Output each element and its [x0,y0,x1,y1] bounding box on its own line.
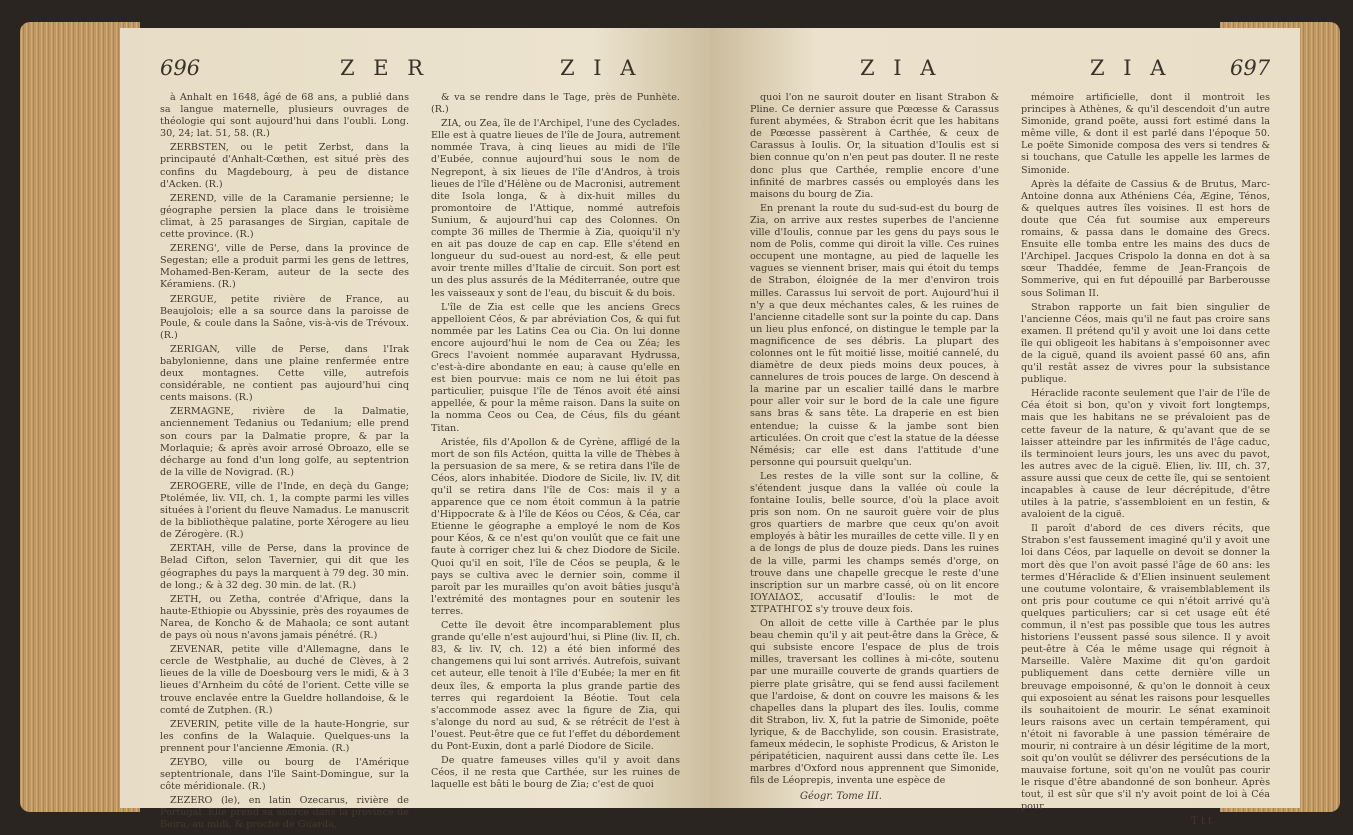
right-column-2 [1021,92,1270,814]
paragraph: ZEROGERE, ville de l'Inde, en deçà du Gange; Ptolémée, liv. VII, ch. 1, la compte parmi les villes situées à l'orient du fleuve Namadus. Le manuscrit de la bibliothèque palatine, porte Xérogere au lieu de Zérogère. (R.) [160,480,409,541]
paragraph: ZERIGAN, ville de Perse, dans l'Irak babylonienne, dans une plaine renfermée entre deux montagnes. Cette ville, autrefois considérable, ne contient pas aujourd'hui cinq cents maisons. (R.) [160,343,409,404]
paragraph: Après la défaite de Cassius & de Brutus, Marc-Antoine donna aux Athéniens Céa, Ægine, Ténos, & quelques autres îles voisines. Il est hors de doute que Céa fut soumise aux empereurs romains, & passa dans le domaine des Grecs. Ensuite elle tomba entre les mains des ducs de l'Archipel. Jacques Crispolo la donna en dot à sa sœur Thaddée, femme de Jean-François de Sommerive, qui en fut dépouillé par Barberousse sous Soliman II. [1021,178,1270,299]
paragraph: ZERGUE, petite rivière de France, au Beaujolois; elle a sa source dans la paroisse de Poule, & coule dans la Saône, vis-à-vis de Trévoux. (R.) [160,293,409,341]
paragraph: & va se rendre dans le Tage, près de Punhète. (R.) [431,92,680,116]
paragraph: Il paroît d'abord de ces divers récits, que Strabon s'est faussement imaginé qu'il y avoit une loi dans Céos, par laquelle on devoit se donner la mort dès que l'on avoit passé l'âge de 60 ans: les termes d'Héraclide & d'Elien insinuent seulement une coutume volontaire, & vraisemblablement ils ont pris pour coutume ce qui n'étoit arrivé qu'à quelques particuliers; car si cet usage eût été commun, il n'est pas possible que tous les autres historiens l'eussent passé sous silence. Il y avoit peut-être à Céa le même usage qui régnoit à Marseille. Valère Maxime dit qu'on gardoit publiquement dans cette dernière ville un breuvage empoisonné, & qu'on le donnoit à ceux qui exposoient au sénat les raisons pour lesquelles ils souhaitoient de mourir. Le sénat examinoit leurs raisons avec un certain tempérament, qui n'étoit ni favorable à une passion téméraire de mourir, ni contraire à un désir légitime de la mort, soit qu'on voulût se délivrer des persécutions de la mauvaise fortune, soit qu'on ne voulût pas courir le risque d'être abandonné de son bonheur. Après tout, il est sûr que s'il n'y avoit point de loi à Céa pour [1021,523,1270,813]
paragraph: quoi l'on ne sauroit douter en lisant Strabon & Pline. Ce dernier assure que Pœœsse & Carassus furent abymées, & Strabon écrit que les habitans de Pœœsse passèrent à Carthée, & ceux de Carassus à Ioulis. Or, la situation d'Ioulis est si bien connue qu'on n'en peut pas douter. Il ne reste donc plus que Carthée, remplie encore d'une infinité de marbres cassés ou employés dans les maisons du bourg de Zia. [750,92,999,200]
left-header-word: Z E R [340,56,430,80]
open-book [20,10,1340,830]
left-header-word-right: Z I A [560,56,642,80]
paragraph: ZEVERIN, petite ville de la haute-Hongrie, sur les confins de la Walaquie. Quelques-uns la prennent pour l'ancienne Æmonia. (R.) [160,718,409,754]
paragraph: Strabon rapporte un fait bien singulier de l'ancienne Céos, mais qu'il ne faut pas croire sans examen. Il prétend qu'il y avoit une loi dans cette île qui obligeoit les habitans à s'empoisonner avec de la ciguë, quand ils avoient passé 60 ans, afin qu'il restât assez de vivres pour la subsistance publique. [1021,301,1270,386]
paragraph: L'île de Zia est celle que les anciens Grecs appelloient Céos, & par abréviation Cos, & qui fut nommée par les Latins Cea ou Cia. On lui donne encore aujourd'hui le nom de Cea ou Zéa; les Grecs l'avoient nommée auparavant Hydrussa, c'est-à-dire abondante en eau; à cause qu'elle en est bien pourvue: mais ce nom ne lui étoit pas particulier, puisque l'île de Ténos avoit été ainsi appellée, & pour la même raison. Dans la suite on la nomma Ceos ou Cea, de Céus, fils du géant Titan. [431,301,680,434]
right-page-number: 697 [1230,56,1271,80]
paragraph: Héraclide raconte seulement que l'air de l'île de Céa étoit si bon, qu'on y vivoit fort longtemps, mais que les habitans ne se prévaloient pas de cette faveur de la nature, & qu'avant que de se laisser atteindre par les infirmités de l'âge caduc, ils terminoient leurs jours, les uns avec du pavot, les autres avec de la ciguë. Elien, liv. III, ch. 37, assure aussi que ceux de cette île, qui se sentoient incapables à cause de leur décrépitude, d'être utiles à la patrie, s'assembloient en un festin, & avaloient de la ciguë. [1021,388,1270,521]
right-column-2-wrap [1021,92,1270,828]
paragraph: De quatre fameuses villes qu'il y avoit dans Céos, il ne resta que Carthée, sur les ruines de laquelle est bâti le bourg de Zia; c'est de quoi [431,755,680,791]
paragraph: Cette île devoit être incomparablement plus grande qu'elle n'est aujourd'hui, si Pline (liv. II, ch. 83, & liv. IV, ch. 12) a été bien informé des changemens qui lui sont arrivés. Autrefois, suivant cet auteur, elle tenoit à l'île d'Eubée; la mer en fit deux îles, & emporta la plus grande partie des terres qui regardoient la Béotie. Tout cela s'accommode assez avec la figure de Zia, qui s'alonge du nord au sud, & se rétrécit de l'est à l'ouest. Peut-être que ce fut l'effet du débordement du Pont-Euxin, dont a parlé Diodore de Sicile. [431,620,680,752]
right-header-word: Z I A [1090,56,1172,80]
right-page [710,28,1300,827]
right-column-1 [750,92,999,787]
paragraph: Les restes de la ville sont sur la colline, & s'étendent jusque dans la vallée où coule la fontaine Ioulis, belle source, d'où la place avoit pris son nom. On ne sauroit guère voir de plus gros quartiers de marbre que ceux qu'on avoit employés à bâtir les murailles de cette ville. Il y en a de longs de plus de douze pieds. Dans les ruines de la ville, parmi les champs semés d'orge, on trouve dans une chapelle grecque le reste d'une inscription sur un marbre cassé, où on lit encore ΙΟΥΛΙΔΟΣ, accusatif d'Ioulis: le mot de ΣΤΡΑΤΗΓΟΣ s'y trouve deux fois. [750,470,999,615]
paragraph: ZEZERO (le), en latin Ozecarus, rivière de Portugal. Elle prend sa source dans la province de Beira, au midi, & proche de Guarda, [160,795,409,831]
paragraph: ZEVENAR, petite ville d'Allemagne, dans le cercle de Westphalie, au duché de Clèves, à 2 lieues de la ville de Doesbourg vers le midi, & à 3 lieues d'Arnheim du côté de l'orient. Cette ville se trouve enclavée entre la Gueldre hollandoise, & le comté de Zutphen. (R.) [160,644,409,716]
volume-footer: Géogr. Tome III. [800,791,882,803]
left-page [120,28,710,831]
paragraph: ZERBSTEN, ou le petit Zerbst, dans la principauté d'Anhalt-Cœthen, est situé près des confins du Magdebourg, à peu de distance d'Acken. (R.) [160,142,409,190]
paragraph: ZEYBO, ville ou bourg de l'Amérique septentrionale, dans l'île Saint-Domingue, sur la côte méridionale. (R.) [160,756,409,793]
right-running-head [750,56,1270,84]
paragraph: mémoire artificielle, dont il montroit les principes à Athènes, & qu'il descendoit d'un autre Simonide, grand poëte, aussi fort estimé dans la même ville, & dont il est parlé dans l'époque 50. Le poëte Simonide composa des vers si tendres & si touchans, que Catulle les appelle les larmes de Simonide. [1021,92,1270,176]
paragraph: ZIA, ou Zea, île de l'Archipel, l'une des Cyclades. Elle est à quatre lieues de l'île de Joura, autrement nommée Trava, à cinq lieues au midi de l'île d'Eubée, connue aujourd'hui sous le nom de Negrepont, à six lieues de l'île d'Andros, à trois lieues de l'île d'Hélène ou de Macronisi, autrement dite Isola longa, & à dix-huit milles du promontoire de l'Attique, nommé autrefois Sunium, & aujourd'hui cap des Colonnes. On compte 36 milles de Thermie à Zia, quoiqu'il n'y en ait pas douze de cap en cap. Elle s'étend en longueur du sud-ouest au nord-est, & elle peut avoir trente milles d'Italie de circuit. Son port est un des plus assurés de la Méditerranée, outre que les vaisseaux y sont de l'eau, du biscuit & du bois. [431,118,680,299]
signature-mark: T t t [1191,815,1213,827]
paragraph: ZEREND, ville de la Caramanie persienne; le géographe persien la place dans le troisième climat, à 25 parasanges de Sirgian, capitale de cette province. (R.) [160,192,409,241]
paragraph: En prenant la route du sud-sud-est du bourg de Zia, on arrive aux restes superbes de l'ancienne ville d'Ioulis, connue par les gens du pays sous le nom de Polis, comme qui diroit la ville. Ces ruines occupent une montagne, au pied de laquelle les vagues se viennent briser, mais qui étoit du temps de Strabon, éloignée de la mer d'environ trois milles. Carassus lui servoit de port. Aujourd'hui il n'y a que deux méchantes cales, & les ruines de l'ancienne citadelle sont sur la pointe du cap. Dans un lieu plus enfoncé, on distingue le temple par la magnificence de ses débris. La plupart des colonnes ont le fût moitié lisse, moitié cannelé, du diamètre de deux pieds moins deux pouces, à cannelures de trois pouces de large. On descend à la marine par un escalier taillé dans le marbre pour aller voir sur le bord de la cale une figure sans bras & sans tête. La draperie en est bien entendue; la cuisse & la jambe sont bien articulées. On croit que c'est la statue de la déesse Némésis; car elle est dans l'attitude d'une personne qui poursuit quelqu'un. [750,202,999,468]
paragraph: ZERENG', ville de Perse, dans la province de Segestan; elle a produit parmi les gens de lettres, Mohamed-Ben-Keram, auteur de la secte des Kéramiens. (R.) [160,243,409,291]
paragraph: ZETH, ou Zetha, contrée d'Afrique, dans la haute-Ethiopie ou Abyssinie, près des royaumes de Narea, de Koncho & de Mahaola; ce sont autant de pays où nous n'avons jamais pénétré. (R.) [160,593,409,642]
right-header-word-left: Z I A [860,56,942,80]
left-running-head [160,56,680,84]
left-column-2 [431,92,680,834]
paragraph: à Anhalt en 1648, âgé de 68 ans, a publié dans sa langue maternelle, plusieurs ouvrages de théologie qui sont aujourd'hui dans l'oubli. Long. 30, 24; lat. 51, 58. (R.) [160,92,409,140]
paragraph: ZERTAH, ville de Perse, dans la province de Belad Cifton, selon Tavernier, qui dit que les géographes du pays la marquent à 79 deg. 30 min. de long.; & à 32 deg. 30 min. de lat. (R.) [160,543,409,591]
paragraph: Aristée, fils d'Apollon & de Cyrène, affligé de la mort de son fils Actéon, quitta la ville de Thèbes à la persuasion de sa mere, & se retira dans l'île de Céos, alors inhabitée. Diodore de Sicile, liv. IV, dit qu'il se retira dans l'île de Cos: mais il y a apparence que ce nom étoit commun à la patrie d'Hippocrate & à l'île de Kéos ou Céos, & Céa, car Etienne le géographe a employé le nom de Kos pour Kéos, & ce n'est qu'on voulût que ce fait une faute à corriger chez lui & chez Diodore de Sicile. Quoi qu'il en soit, l'île de Céos se peupla, & le pays se cultiva avec le dernier soin, comme il paroît par les murailles qu'on avoit bâties jusqu'à l'extrémité des montagnes pour en soutenir les terres. [431,436,680,617]
left-page-number: 696 [160,56,201,80]
left-column-1 [160,92,409,834]
paragraph: On alloit de cette ville à Carthée par le plus beau chemin qu'il y ait peut-être dans la Grèce, & qui subsiste encore l'espace de plus de trois milles, traversant les collines à mi-côte, soutenu par une muraille couverte de grands quartiers de pierre plate grisâtre, qui se fend aussi facilement que l'ardoise, & dont on couvre les maisons & les chapelles dans la plupart des îles. Ioulis, comme dit Strabon, liv. X, fut la patrie de Simonide, poëte lyrique, & de Bacchylide, son cousin. Erasistrate, fameux médecin, le sophiste Prodicus, & Ariston le péripatéticien, naquirent aussi dans cette île. Les marbres d'Oxford nous apprennent que Simonide, fils de Léoprepis, inventa une espèce de [750,618,999,787]
paragraph: ZERMAGNE, rivière de la Dalmatie, anciennement Tedanius ou Tedanium; elle prend son cours par la Dalmatie propre, & par la Morlaquie; & après avoir arrosé Obroazo, elle se décharge au fond d'un long golfe, au septentrion de la ville de Novigrad. (R.) [160,406,409,478]
right-column-1-wrap [750,92,999,828]
